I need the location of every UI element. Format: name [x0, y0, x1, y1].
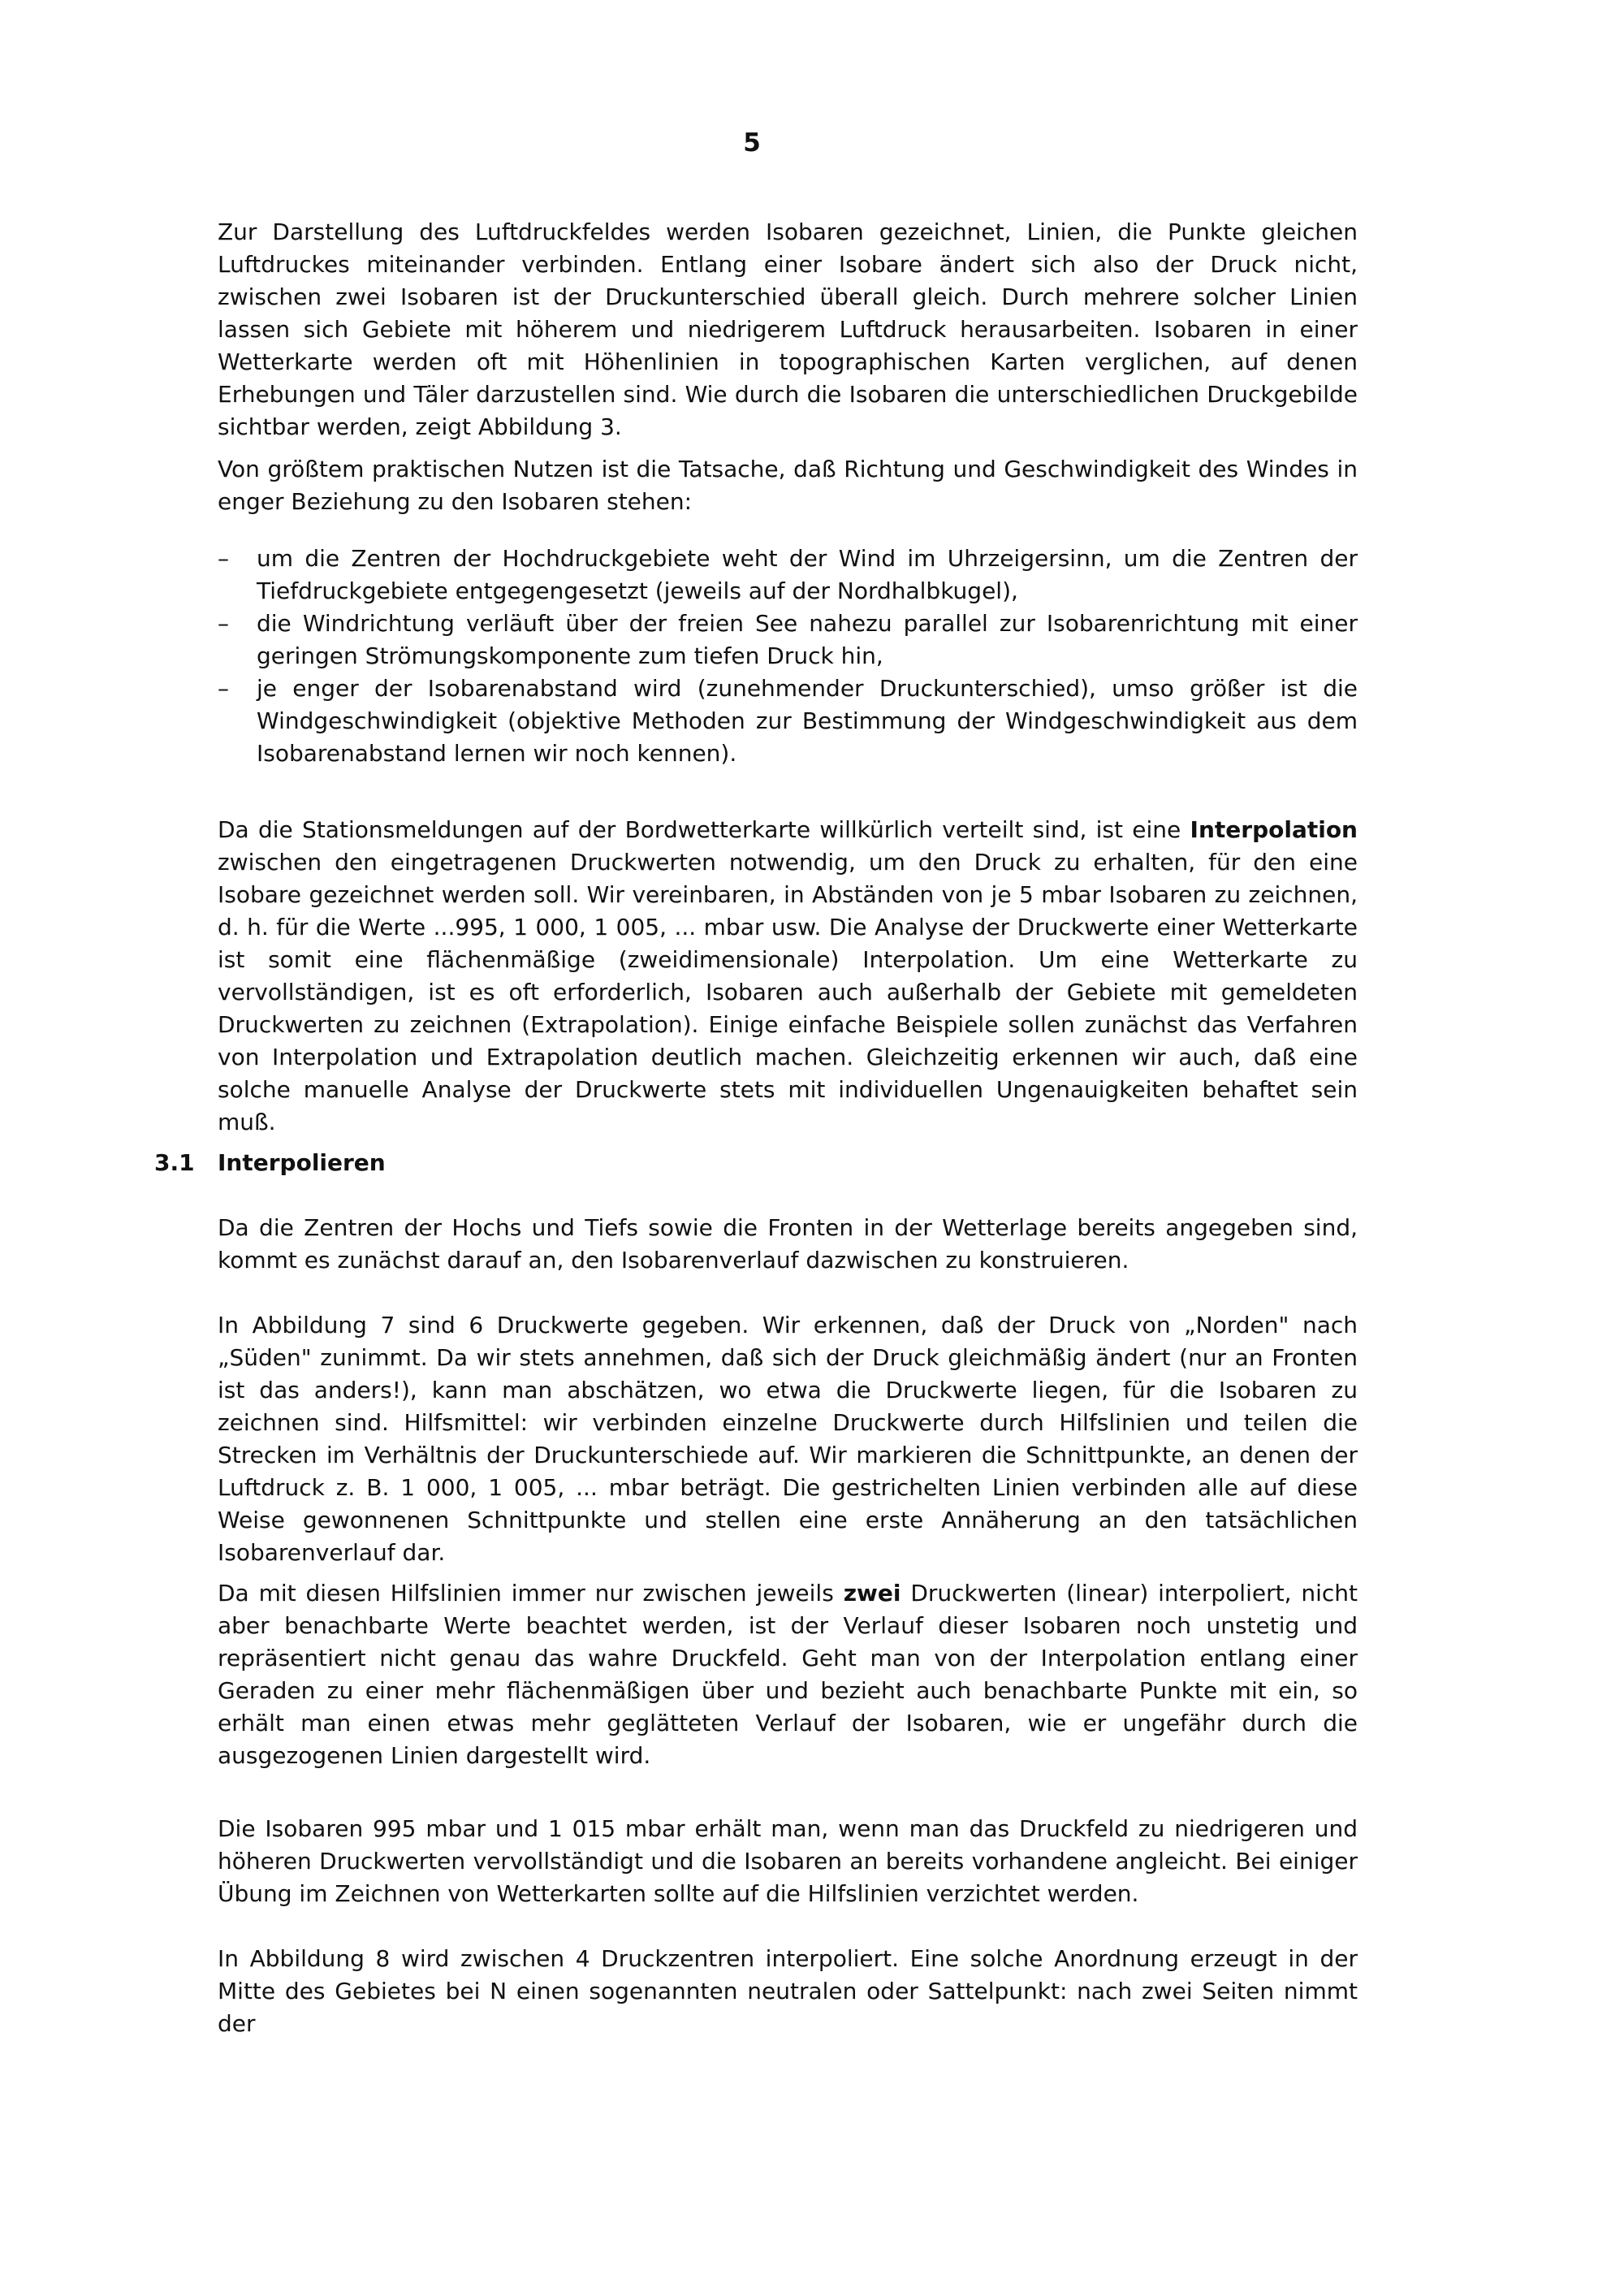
paragraph-abbildung-7: In Abbildung 7 sind 6 Druckwerte gegeben. Wir erkennen, daß der Druck von „Norden" nach „Süden" zunimmt. Da wir stets annehmen, daß sich der Druck gleichmäßig ändert (nur an Fronten ist das anders!), kann man abschätzen, wo etwa die Druckwerte liegen, für die Isobaren zu zeichnen sind. Hilfsmittel: wir verbinden einzelne Druckwerte durch Hilfslinien und teilen die Strecken im Verhältnis der Druckunterschiede auf. Wir markieren die Schnittpunkte, an denen der Luftdruck z. B. 1 000, 1 005, ... mbar beträgt. Die gestrichelten Linien verbinden alle auf diese Weise gewonnenen Schnittpunkte und stellen eine erste Annäherung an den tatsächlichen Isobarenverlauf dar. [218, 1312, 1358, 1566]
bold-term-interpolation: Interpolation [1190, 816, 1358, 843]
paragraph-linear-interpolation [218, 1577, 1358, 1772]
list-item [218, 543, 1358, 608]
dash-marker: – [218, 610, 229, 637]
paragraph-abbildung-8: In Abbildung 8 wird zwischen 4 Druckzentren interpoliert. Eine solche Anordnung erzeugt in der Mitte des Gebietes bei N einen sogenannten neutralen oder Sattelpunkt: nach zwei Seiten nimmt der [218, 1945, 1358, 2037]
paragraph-isobaren-definition: Zur Darstellung des Luftdruckfeldes werden Isobaren gezeichnet, Linien, die Punkte gleichen Luftdruckes miteinander verbinden. Entlang einer Isobare ändert sich also der Druck nicht, zwischen zwei Isobaren ist der Druckunterschied überall gleich. Durch mehrere solcher Linien lassen sich Gebiete mit höherem und niedrigerem Luftdruck herausarbeiten. Isobaren in einer Wetterkarte werden oft mit Höhenlinien in topographischen Karten verglichen, auf denen Erhebungen und Täler darzustellen sind. Wie durch die Isobaren die unterschiedlichen Druckgebilde sichtbar werden, zeigt Abbildung 3. [218, 218, 1358, 440]
list-item-text: je enger der Isobarenabstand wird (zunehmender Druckunterschied), umso größer ist die Windgeschwindigkeit (objektive Methoden zur Bestimmung der Windgeschwindigkeit aus dem Isobarenabstand lernen wir noch kennen). [257, 675, 1358, 767]
text-run: zwischen den eingetragenen Druckwerten notwendig, um den Druck zu erhalten, für den eine Isobare gezeichnet werden soll. Wir vereinbaren, in Abständen von je 5 mbar Isobaren zu zeichnen, d. h. für die Werte ...995, 1 000, 1 005, ... mbar usw. Die Analyse der Druckwerte einer Wetterkarte ist somit eine flächenmäßige (zweidimensionale) Interpolation. Um eine Wetterkarte zu vervollständigen, ist es oft erforderlich, Isobaren auch außerhalb der Gebiete mit gemeldeten Druckwerten zu zeichnen (Extrapolation). Einige einfache Beispiele sollen zunächst das Verfahren von Interpolation und Extrapolation deutlich machen. Gleichzeitig erkennen wir auch, daß eine solche manuelle Analyse der Druckwerte stets mit individuellen Ungenauigkeiten behaftet sein muß. [218, 849, 1358, 1135]
list-item-text: um die Zentren der Hochdruckgebiete weht der Wind im Uhrzeigersinn, um die Zentren der Tiefdruckgebiete entgegengesetzt (jeweils auf der Nordhalbkugel), [257, 545, 1358, 604]
bold-term-zwei: zwei [843, 1580, 901, 1607]
dash-marker: – [218, 545, 229, 572]
text-run: Druckwerten (linear) interpoliert, nicht aber benachbarte Werte beachtet werden, ist der Verlauf dieser Isobaren noch unstetig und repräsentiert nicht genau das wahre Druckfeld. Geht man von der Interpolation entlang einer Geraden zu einer mehr flächenmäßigen über und bezieht auch benachbarte Punkte mit ein, so erhält man einen etwas mehr geglätteten Verlauf der Isobaren, wie er ungefähr durch die ausgezogenen Linien dargestellt wird. [218, 1580, 1358, 1769]
text-run: Da mit diesen Hilfslinien immer nur zwischen jeweils [218, 1580, 844, 1607]
section-title: Interpolieren [218, 1149, 386, 1176]
section-heading [154, 1147, 386, 1179]
paragraph-wind-relation: Von größtem praktischen Nutzen ist die Tatsache, daß Richtung und Geschwindigkeit des Windes in enger Beziehung zu den Isobaren stehen: [218, 456, 1358, 515]
text-run: Da die Stationsmeldungen auf der Bordwetterkarte willkürlich verteilt sind, ist eine [218, 816, 1190, 843]
list-item [218, 608, 1358, 672]
list-item [218, 672, 1358, 770]
page-number: 5 [743, 128, 761, 158]
paragraph-fronts: Da die Zentren der Hochs und Tiefs sowie die Fronten in der Wetterlage bereits angegeben sind, kommt es zunächst darauf an, den Isobarenverlauf dazwischen zu konstruieren. [218, 1214, 1358, 1274]
section-number: 3.1 [154, 1149, 195, 1176]
wind-rules-list [218, 543, 1358, 770]
paragraph-interpolation-intro [218, 814, 1358, 1139]
list-item-text: die Windrichtung verläuft über der freien See nahezu parallel zur Isobarenrichtung mit einer geringen Strömungskomponente zum tiefen Druck hin, [257, 610, 1358, 669]
paragraph-extrapolation: Die Isobaren 995 mbar und 1 015 mbar erhält man, wenn man das Druckfeld zu niedrigeren und höheren Druckwerten vervollständigt und die Isobaren an bereits vorhandene angleicht. Bei einiger Übung im Zeichnen von Wetterkarten sollte auf die Hilfslinien verzichtet werden. [218, 1815, 1358, 1907]
dash-marker: – [218, 675, 229, 702]
